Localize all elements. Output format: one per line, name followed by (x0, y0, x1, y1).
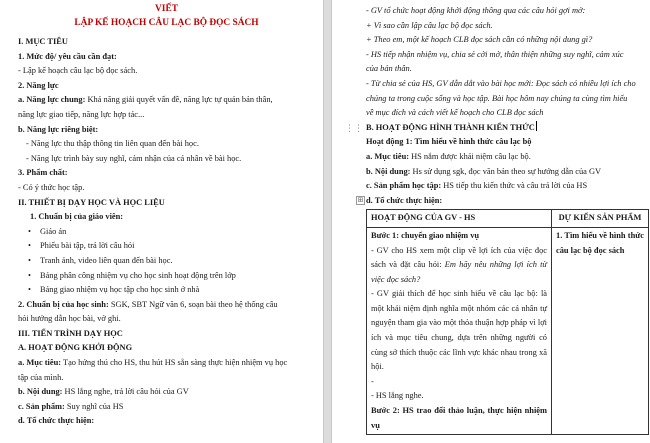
table-row (367, 227, 649, 434)
step-1-question: Em hãy nêu những lợi ích từ việc đọc sách? (371, 260, 547, 284)
teacher-prep-item-4: • Bảng phân công nhiệm vụ cho học sinh hoạt động trên lớp (18, 269, 315, 284)
step-1-heading: Bước 1: chuyển giao nhiệm vụ (371, 230, 480, 240)
step-1-listen: - HS lắng nghe. (371, 391, 424, 401)
warmup-objective-line (18, 356, 315, 371)
section-heading-knowledge-text: B. HOẠT ĐỘNG HÌNH THÀNH KIẾN THỨC (366, 122, 535, 132)
activity-1-product-label: c. Sản phẩm học tập: (366, 181, 442, 191)
teacher-prep-item-2: • Phiếu bài tập, trả lời câu hỏi (18, 239, 315, 254)
teacher-prep-item-1: • Giáo án (18, 225, 315, 240)
warmup-objective-text: Tạo hứng thú cho HS, thu hút HS sẵn sàng thực hiện nhiệm vụ học (61, 358, 288, 368)
activity-1-content-line (366, 165, 638, 180)
page-content-right (366, 4, 644, 435)
paragraph-drag-handle-icon[interactable]: ⋮⋮ (345, 124, 363, 134)
page-content-left (18, 2, 315, 429)
student-prep-line (18, 298, 315, 313)
warmup-line-3: + Theo em, một kế hoạch CLB đọc sách cần có những nội dung gì? (366, 35, 593, 45)
section-heading-knowledge[interactable] (366, 121, 638, 136)
step-1-text (371, 244, 547, 288)
table-cell-expected-product[interactable]: 1. Tìm hiểu về hình thức câu lạc bộ đọc sách (552, 227, 649, 434)
activity-1-product-line (366, 179, 638, 194)
step-1-dash: - (371, 376, 374, 386)
step-2-heading: Bước 2: HS trao đổi thảo luận, thực hiện nhiệm vụ (371, 406, 547, 430)
warmup-line-8: về mục đích và cách viết kế hoạch cho CLB đọc sách (366, 108, 544, 118)
student-prep-text-2: hỏi hướng dẫn học bài, vở ghi. (18, 314, 121, 324)
subheading-requirements: 1. Mức độ/ yêu cầu cần đạt: (18, 51, 117, 61)
warmup-line-4: - HS tiếp nhận nhiệm vụ, chia sẻ cởi mở, thân thiện những suy nghĩ, cảm xúc (366, 49, 624, 59)
warmup-product-text: Suy nghĩ của HS (64, 401, 124, 411)
warmup-objective-label: a. Mục tiêu: (18, 358, 62, 368)
activity-1-product-text: HS tiếp thu kiến thức và câu trả lời của HS (441, 181, 588, 191)
table-header-row (367, 210, 649, 228)
warmup-product-label: c. Sản phẩm: (18, 401, 65, 411)
general-competency-line (18, 93, 315, 108)
activity-1-organization-label: d. Tổ chức thực hiện: (366, 195, 443, 205)
document-page-left (0, 0, 323, 443)
table-move-handle-icon[interactable]: ⊞ (357, 196, 364, 204)
activity-1-objective-text: HS nắm được khái niệm câu lạc bộ. (409, 151, 531, 161)
activity-1-content-label: b. Nội dung: (366, 166, 411, 176)
qualities-text: - Có ý thức học tập. (18, 182, 85, 192)
subheading-competencies: 2. Năng lực (18, 80, 59, 90)
subheading-qualities: 3. Phẩm chất: (18, 168, 68, 178)
warmup-content-label: b. Nội dung: (18, 387, 63, 397)
specific-competency-item-2: - Năng lực trình bày suy nghĩ, cảm nhận của cá nhân về bài học. (26, 153, 242, 163)
text-cursor (536, 121, 537, 131)
table-header-activity[interactable]: HOẠT ĐỘNG CỦA GV - HS (367, 210, 552, 228)
activity-1-objective-line (366, 150, 638, 165)
warmup-product-line (18, 400, 315, 415)
warmup-objective-text-2: tập của mình. (18, 372, 64, 382)
general-competency-text: Khả năng giải quyết vấn đề, năng lực tự quản bản thân, (85, 95, 273, 105)
warmup-line-6: - Từ chia sẻ của HS, GV dẫn dắt vào bài học mới: Đọc sách có nhiều lợi ích cho (366, 78, 636, 88)
section-heading-objectives: I. MỤC TIÊU (18, 37, 68, 46)
warmup-content-text: HS lắng nghe, trả lời câu hỏi của GV (62, 387, 189, 397)
student-prep-label: 2. Chuẩn bị của học sinh: (18, 299, 109, 309)
subheading-teacher-prep: 1. Chuẩn bị của giáo viên: (30, 212, 124, 222)
document-title-line-2: LẬP KẾ HOẠCH CÂU LẠC BỘ ĐỌC SÁCH (74, 18, 259, 28)
general-competency-label: a. Năng lực chung: (18, 95, 86, 105)
teacher-prep-item-3: • Tranh ảnh, video liên quan đến bài học. (18, 254, 315, 269)
document-title-line-1: VIẾT (155, 4, 178, 14)
step-1-text-main: - GV cho HS xem một clip về lợi ích của việc đọc sách và đặt câu hỏi: (371, 245, 547, 270)
section-heading-equipment: II. THIẾT BỊ DẠY HỌC VÀ HỌC LIỆU (18, 197, 165, 207)
requirements-text: - Lập kế hoạch câu lạc bộ đọc sách. (18, 66, 138, 76)
student-prep-text: SGK, SBT Ngữ văn 6, soạn bài theo hệ thống câu (108, 299, 278, 309)
activity-1-content-text: Hs sử dụng sgk, đọc văn bản theo sự hướng dẫn của GV (410, 166, 602, 176)
activity-table (366, 209, 649, 435)
warmup-line-7: chúng ta trong cuộc sống và học tập. Bài học hôm nay chúng ta cùng tìm hiểu (366, 93, 628, 103)
teacher-prep-item-5: • Bảng giao nhiệm vụ học tập cho học sinh ở nhà (18, 283, 315, 298)
specific-competency-item-1: - Năng lực thu thập thông tin liên quan đến bài học. (26, 139, 199, 149)
step-1-text-2: - GV giải thích để học sinh hiểu về câu lạc bộ: là một khái niệm định nghĩa một nhóm các cá nhân tự nguyện tham gia vào một thỏa thuận hợp pháp vì lợi ích và mục tiêu chung, dựa trên những người có cùng sở thích thuộc các lĩnh vực khác nhau trong xã hội. (371, 289, 547, 372)
activity-1-objective-label: a. Mục tiêu: (366, 151, 410, 161)
general-competency-text-2: năng lực giao tiếp, năng lực hợp tác... (18, 109, 145, 119)
document-page-right (332, 0, 650, 443)
page-gutter (323, 0, 332, 443)
activity-1-heading: Hoạt động 1: Tìm hiểu về hình thức câu lạc bộ (366, 137, 532, 147)
warmup-line-2: + Vì sao cần lập câu lạc bộ đọc sách. (366, 20, 493, 30)
subheading-specific-competencies: b. Năng lực riêng biệt: (18, 124, 99, 134)
subheading-warmup: A. HOẠT ĐỘNG KHỞI ĐỘNG (18, 343, 133, 353)
warmup-organization-label: d. Tổ chức thực hiện: (18, 416, 95, 426)
table-header-expected-product[interactable]: DỰ KIẾN SẢN PHẨM (552, 210, 649, 228)
warmup-line-1: - GV tổ chức hoạt động khởi động thông qua các câu hỏi gợi mở: (366, 6, 586, 15)
table-cell-activity[interactable] (367, 227, 552, 434)
warmup-content-line (18, 385, 315, 400)
section-heading-process: III. TIẾN TRÌNH DẠY HỌC (18, 328, 123, 338)
warmup-line-5: của bản thân. (366, 64, 412, 74)
